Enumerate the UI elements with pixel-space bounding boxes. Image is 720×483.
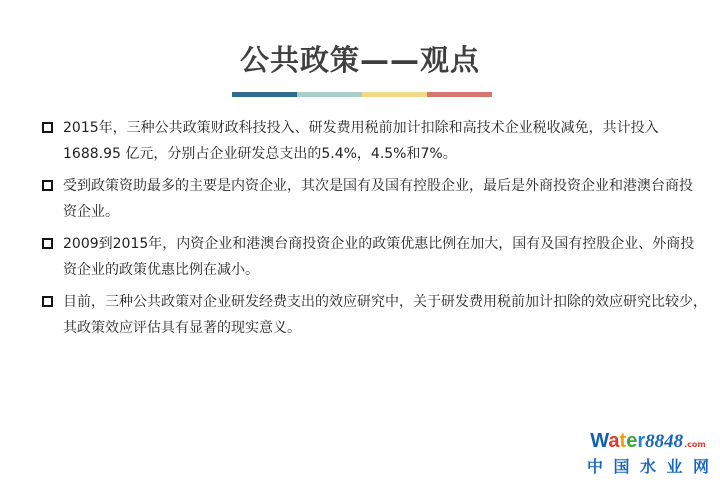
bullet-line: 1688.95 亿元，分别占企业研发总支出的5.4%，4.5%和7%。	[63, 146, 457, 162]
bullet-line: 目前，三种公共政策对企业研发经费支出的效应研究中，关于研发费用税前加计扣除的效应研究比较少，	[63, 294, 707, 310]
title-divider	[232, 92, 492, 97]
logo-subtitle-char: 水	[639, 457, 656, 476]
logo-subtitle-char: 网	[692, 457, 709, 476]
square-bullet-icon	[42, 122, 53, 133]
page-title: 公共政策——观点	[239, 43, 480, 77]
bullet-item	[42, 115, 692, 167]
logo-subtitle-char: 中	[587, 457, 604, 476]
bullet-item	[42, 173, 692, 225]
bullet-item	[42, 231, 695, 283]
logo-subtitle-char: 业	[666, 457, 683, 476]
bullet-text	[63, 115, 659, 167]
bullet-line: 资企业。	[63, 204, 119, 220]
bullet-line: 受到政策资助最多的主要是内资企业，其次是国有及国有控股企业，最后是外商投资企业和港澳台商投	[63, 178, 693, 194]
bullet-line: 其政策效应评估具有显著的现实意义。	[63, 320, 301, 336]
logo-tld: .com	[684, 440, 706, 449]
bullet-text	[63, 289, 707, 341]
bullet-line: 资企业的政策优惠比例在减小。	[63, 262, 259, 278]
water8848-logo	[584, 430, 712, 477]
logo-subtitle-char: 国	[613, 457, 630, 476]
bullet-line: 2009到2015年，内资企业和港澳台商投资企业的政策优惠比例在加大，国有及国有控股企业、外商投	[63, 236, 695, 252]
logo-brand-letters	[590, 430, 645, 453]
bullet-item	[42, 289, 707, 341]
logo-letter: r	[637, 430, 646, 452]
logo-letter: e	[626, 430, 638, 452]
divider-segment	[232, 92, 297, 97]
bullet-text	[63, 231, 694, 283]
bullet-list	[42, 115, 707, 347]
square-bullet-icon	[42, 180, 53, 191]
square-bullet-icon	[42, 238, 53, 249]
divider-segment	[427, 92, 492, 97]
logo-word	[590, 430, 705, 456]
logo-letter: W	[590, 430, 609, 452]
divider-segment	[362, 92, 427, 97]
square-bullet-icon	[42, 296, 53, 307]
logo-letter: a	[608, 430, 620, 452]
divider-segment	[297, 92, 362, 97]
logo-number: 8848	[645, 431, 684, 452]
bullet-line: 2015年，三种公共政策财政科技投入、研发费用税前加计扣除和高技术企业税收减免，共计投入	[63, 120, 659, 136]
logo-letter: t	[619, 430, 627, 452]
bullet-text	[63, 173, 693, 225]
logo-subtitle	[587, 457, 709, 477]
